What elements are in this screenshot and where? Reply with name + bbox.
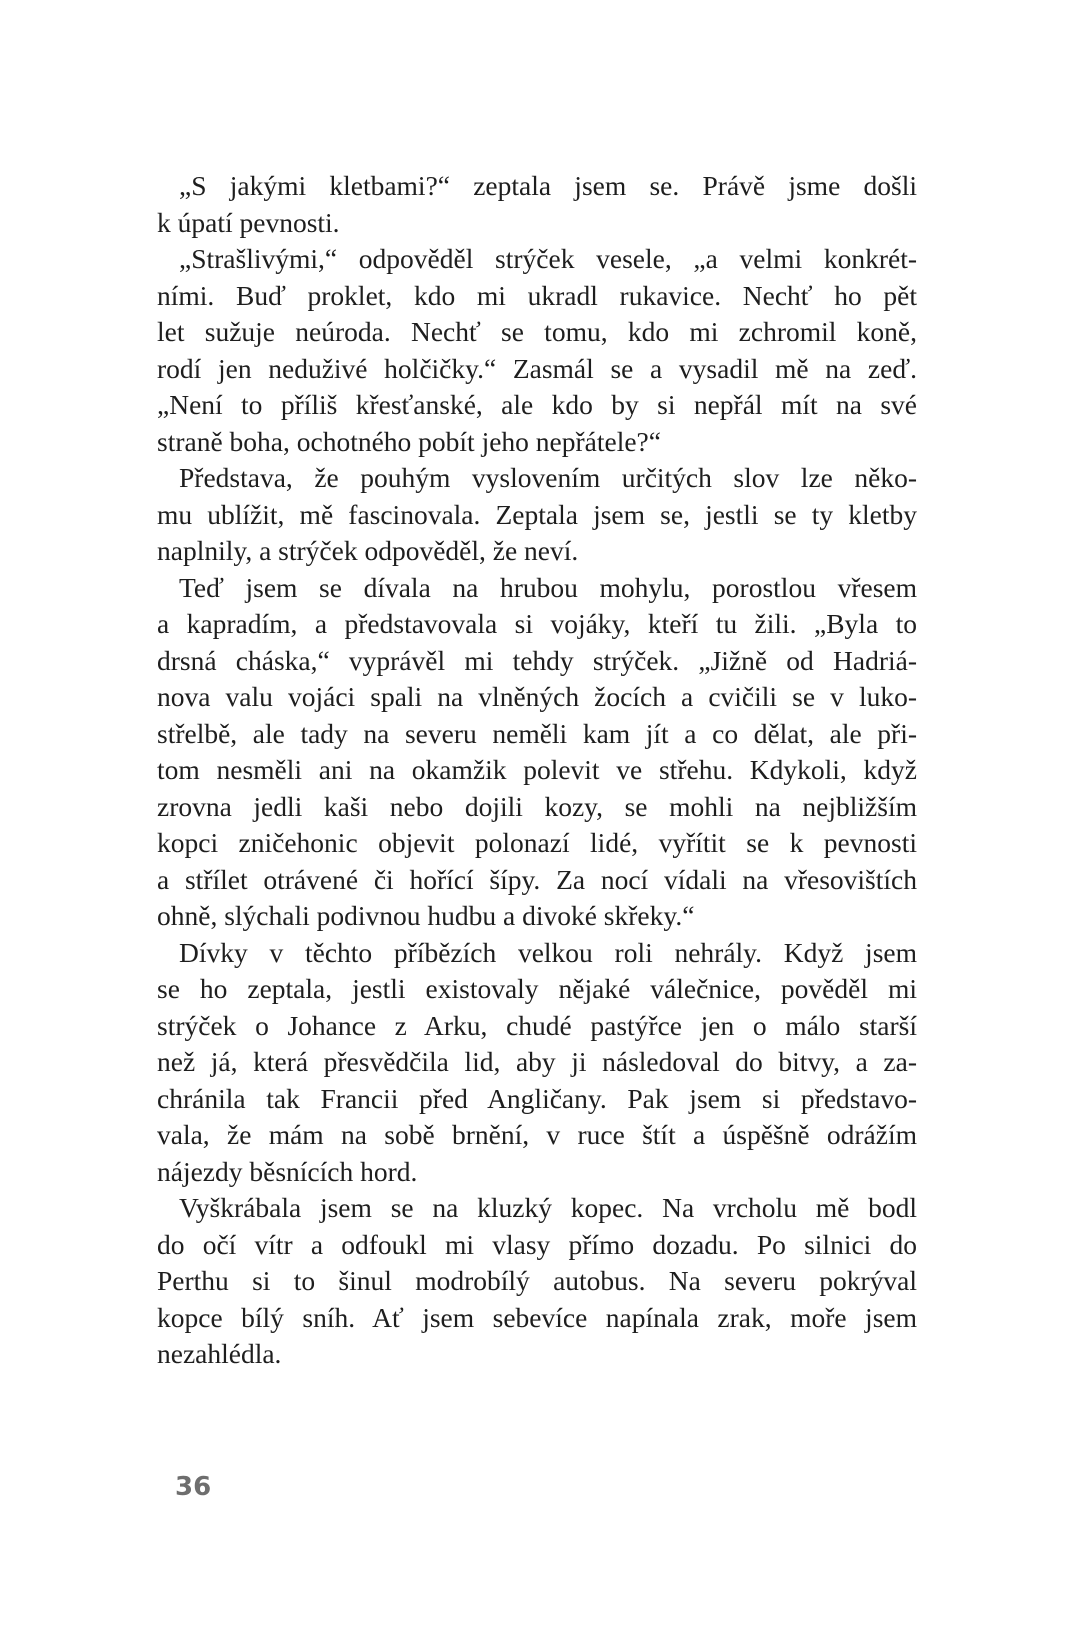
text-line: drsná cháska,“ vyprávěl mi tehdy strýček. „Jižně od Hadriá-	[157, 644, 917, 676]
text-line: „Není to příliš křesťanské, ale kdo by si nepřál mít na své	[157, 389, 917, 420]
text-line: Představa, že pouhým vyslovením určitých slov lze něko-	[179, 462, 917, 493]
paragraph	[157, 935, 917, 1191]
text-line: strýček o Johance z Arku, chudé pastýřce jen o málo starší	[157, 1009, 917, 1041]
text-line: než já, která přesvědčila lid, aby ji následoval do bitvy, a za-	[157, 1046, 917, 1077]
text-line: nezahlédla.	[157, 1338, 282, 1369]
text-line: kopci zničehonic objevit polonazí lidé, vyřítit se k pevnosti	[157, 827, 917, 858]
text-line: nájezdy běsnících hord.	[157, 1155, 418, 1187]
text-line: a kapradím, a představovala si vojáky, kteří tu žili. „Byla to	[157, 608, 917, 639]
text-line: „S jakými kletbami?“ zeptala jsem se. Právě jsme došli	[179, 170, 917, 201]
paragraph	[157, 570, 917, 935]
text-line: se ho zeptala, jestli existovaly nějaké válečnice, pověděl mi	[157, 973, 917, 1004]
text-line: tom nesměli ani na okamžik polevit ve střehu. Kdykoli, když	[157, 754, 917, 785]
paragraph	[157, 1190, 917, 1373]
text-line: „Strašlivými,“ odpověděl strýček vesele, „a velmi konkrét-	[179, 243, 917, 274]
text-line: vala, že mám na sobě brnění, v ruce štít a úspěšně odrážím	[157, 1119, 917, 1150]
paragraph	[157, 168, 917, 241]
text-line: ními. Buď proklet, kdo mi ukradl rukavice. Nechť ho pět	[157, 279, 917, 311]
text-line: straně boha, ochotného pobít jeho nepřátele?“	[157, 425, 661, 457]
text-line: zrovna jedli kaši nebo dojili kozy, se mohli na nejbližším	[157, 790, 917, 822]
text-line: Perthu si to šinul modrobílý autobus. Na severu pokrýval	[157, 1265, 917, 1296]
text-line: mu ublížit, mě fascinovala. Zeptala jsem se, jestli se ty kletby	[157, 498, 917, 530]
text-line: rodí jen neduživé holčičky.“ Zasmál se a vysadil mě na zeď.	[157, 352, 917, 384]
text-line: Dívky v těchto příbězích velkou roli nehrály. Když jsem	[179, 936, 917, 968]
text-line: naplnily, a strýček odpověděl, že neví.	[157, 535, 579, 566]
text-line: k úpatí pevnosti.	[157, 206, 340, 238]
text-line: let sužuje neúroda. Nechť se tomu, kdo mi zchromil koně,	[157, 316, 917, 347]
body-text	[157, 168, 917, 1373]
text-line: nova valu vojáci spali na vlněných žocích a cvičili se v luko-	[157, 681, 917, 712]
text-line: Teď jsem se dívala na hrubou mohylu, porostlou vřesem	[179, 571, 917, 603]
text-line: do očí vítr a odfoukl mi vlasy přímo dozadu. Po silnici do	[157, 1228, 917, 1260]
text-line: střelbě, ale tady na severu neměli kam jít a co dělat, ale při-	[157, 717, 917, 749]
text-line: Vyškrábala jsem se na kluzký kopec. Na vrcholu mě bodl	[179, 1192, 917, 1223]
text-line: chránila tak Francii před Angličany. Pak jsem si představo-	[157, 1082, 917, 1114]
paragraph	[157, 241, 917, 460]
text-line: a střílet otrávené či hořící šípy. Za nocí vídali na vřesovištích	[157, 863, 917, 895]
paragraph	[157, 460, 917, 570]
text-line: kopce bílý sníh. Ať jsem sebevíce napínala zrak, moře jsem	[157, 1301, 917, 1333]
page-number: 36	[175, 1472, 212, 1502]
text-line: ohně, slýchali podivnou hudbu a divoké skřeky.“	[157, 900, 695, 931]
